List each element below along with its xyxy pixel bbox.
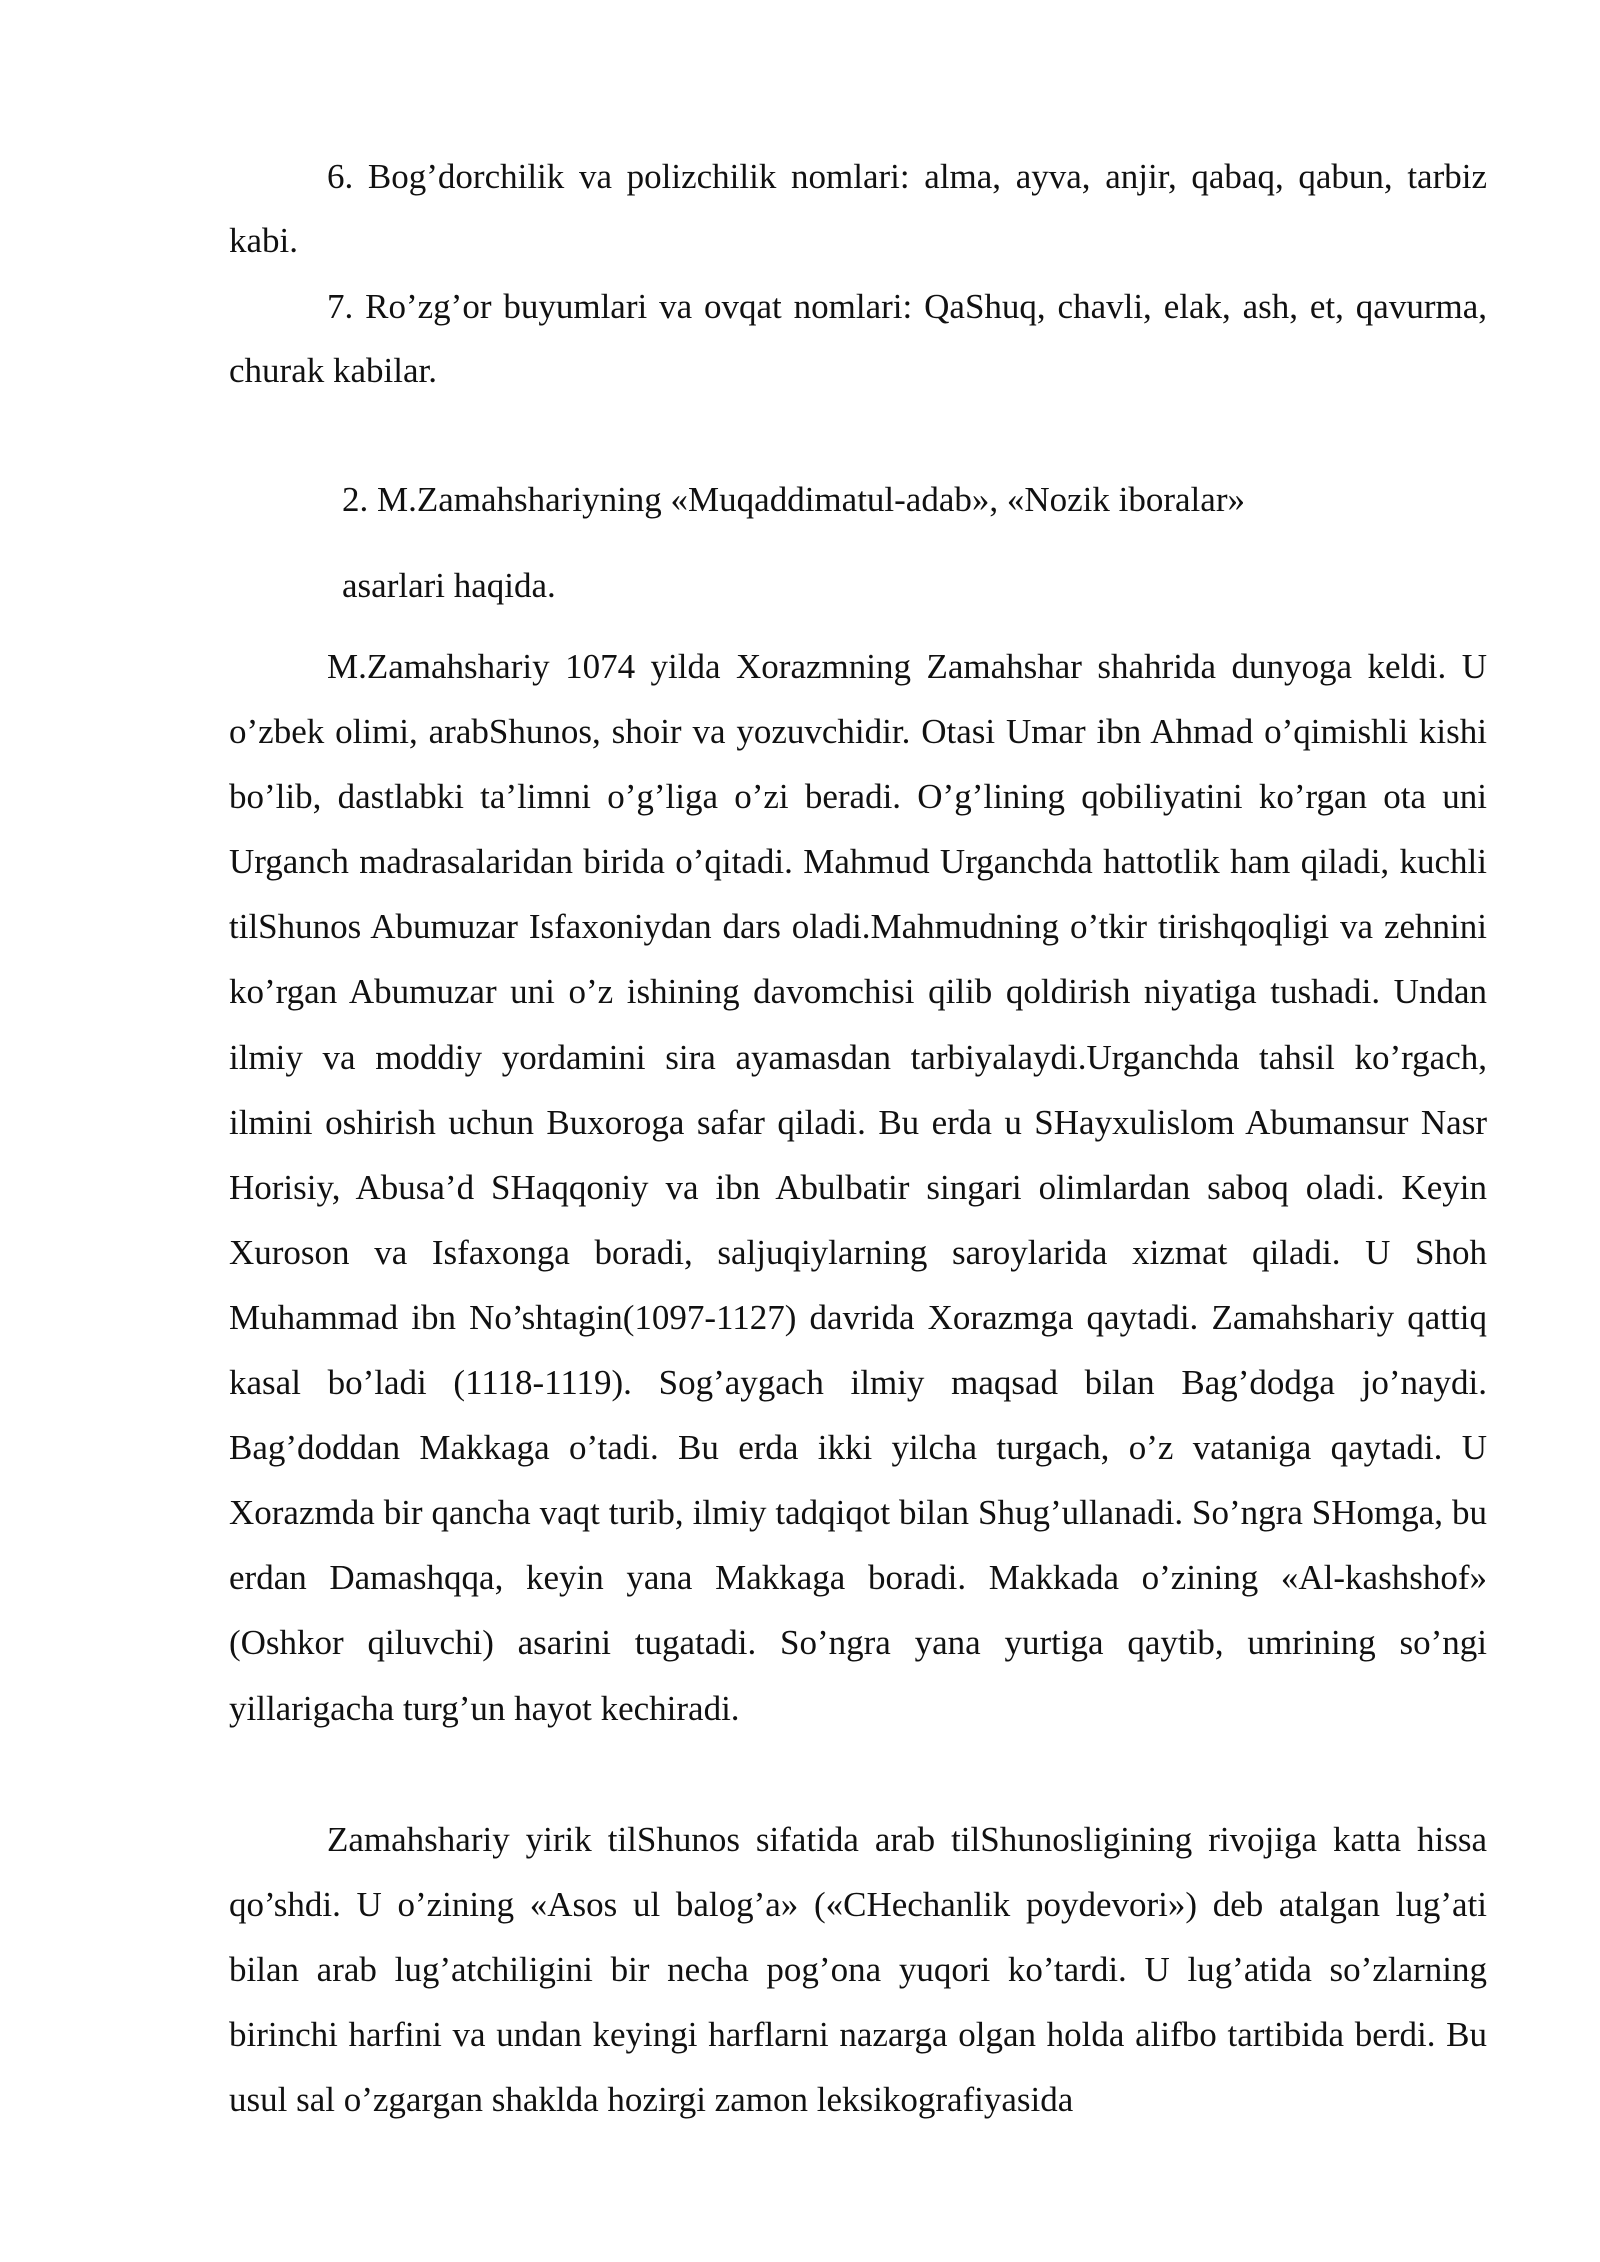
body-paragraph-2: Zamahshariy yirik tilShunos sifatida arab tilShunosligining rivojiga katta hissa qo’shdi. U o’zining «Asos ul balog’a» («CHechanlik poydevori») deb atalgan lug’ati bilan arab lug’atchiligini bir necha pog’ona yuqori ko’tardi. U lug’atida so’zlarning birinchi harfini va undan keyingi harflarni nazarga olgan holda alifbo tartibida berdi. Bu usul sal o’zgargan shaklda hozirgi zamon leksikografiyasida — [229, 1820, 1487, 2120]
list-item-7: 7. Ro’zg’or buyumlari va ovqat nomlari: QaShuq, chavli, elak, ash, et, qavurma, churak kabilar. — [229, 287, 1487, 390]
body-paragraph-1: M.Zamahshariy 1074 yilda Xorazmning Zamahshar shahrida dunyoga keldi. U o’zbek olimi, arabShunos, shoir va yozuvchidir. Otasi Umar ibn Ahmad o’qimishli kishi bo’lib, dastlabki ta’limni o’g’liga o’zi beradi. O’g’lining qobiliyatini ko’rgan ota uni Urganch madrasalaridan birida o’qitadi. Mahmud Urganchda hattotlik ham qiladi, kuchli tilShunos Abumuzar Isfaxoniydan dars oladi.Mahmudning o’tkir tirishqoqligi va zehnini ko’rgan Abumuzar uni o’z ishining davomchisi qilib qoldirish niyatiga tushadi. Undan ilmiy va moddiy yordamini sira ayamasdan tarbiyalaydi.Urganchda tahsil ko’rgach, ilmini oshirish uchun Buxoroga safar qiladi. Bu erda u SHayxulislom Abumansur Nasr Horisiy, Abusa’d SHaqqoniy va ibn Abulbatir singari olimlardan saboq oladi. Keyin Xuroson va Isfaxonga boradi, saljuqiylarning saroylarida xizmat qiladi. U Shoh Muhammad ibn No’shtagin(1097-1127) davrida Xorazmga qaytadi. Zamahshariy qattiq kasal bo’ladi (1118-1119). Sog’aygach ilmiy maqsad bilan Bag’dodga jo’naydi. Bag’doddan Makkaga o’tadi. Bu erda ikki yilcha turgach, o’z vataniga qaytadi. U Xorazmda bir qancha vaqt turib, ilmiy tadqiqot bilan Shug’ullanadi. So’ngra SHomga, bu erdan Damashqqa, keyin yana Makkaga boradi. Makkada o’zining «Al-kashshof» (Oshkor qiluvchi) asarini tugatadi. So’ngra yana yurtiga qaytib, umrining so’ngi yillarigacha turg’un hayot kechiradi. — [229, 647, 1487, 1728]
list-item-6: 6. Bog’dorchilik va polizchilik nomlari: alma, ayva, anjir, qabaq, qabun, tarbiz kabi. — [229, 157, 1487, 260]
section-heading-line-1: 2. M.Zamahshariyning «Muqaddimatul-adab», «Nozik iboralar» — [342, 480, 1245, 519]
section-heading-line-2: asarlari haqida. — [342, 566, 556, 605]
